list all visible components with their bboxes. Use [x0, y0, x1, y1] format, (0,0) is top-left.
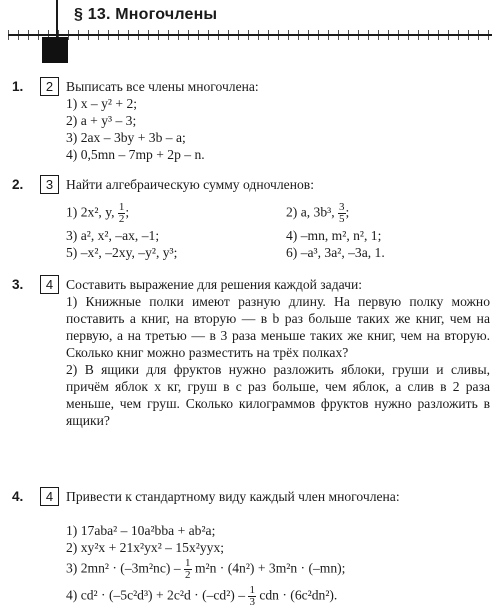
- problem-statement: Выписать все члены многочлена:: [66, 79, 259, 94]
- fraction: $\frac{3}{5}$: [339, 201, 345, 225]
- item-4: 4) –mn, m², n², 1;: [286, 228, 382, 243]
- problem-number: 1.: [12, 79, 24, 94]
- item-2: 2) a + y³ – 3;: [66, 113, 137, 128]
- item-3: 3) 2ax – 3by + 3b – a;: [66, 130, 186, 145]
- problem-4: [12, 488, 490, 610]
- item-3: 3) 2mn² · (–3m²nc) – $\frac{1}{2}$ m²n · (4n²) + 3m²n · (–mn);: [66, 557, 346, 581]
- task-1: 1) Книжные полки имеют разную длину. На первую полку можно поставить a книг, на вторую — в b раз больше таких же книг, чем на первую, а на третью — в 3 раза меньше таких же книг, чем на вторую. Сколько книг можно разместить на трёх полках?: [66, 294, 490, 360]
- item-1: 1) 2x², y, $\frac{1}{2}$ ;: [66, 201, 130, 225]
- item-1: 1) 17aba² – 10a²bba + ab²a;: [66, 523, 216, 538]
- problem-number: 2.: [12, 177, 24, 192]
- problem-1: [12, 78, 490, 162]
- section-title: § 13. Многочлены: [74, 6, 218, 23]
- item-5: 5) –x², –2xy, –y², y³;: [66, 245, 178, 260]
- item-6: 6) –a³, 3a², –3a, 1.: [286, 245, 385, 260]
- task-paragraphs: [66, 293, 490, 429]
- item-4: 4) cd² · (–5c²d³) + 2c²d · (–cd²) – $\frac{1}{3}$ cdn · (6c²dn²).: [66, 584, 338, 608]
- problem-2: [12, 176, 490, 266]
- task-2: 2) В ящики для фруктов нужно разложить яблоки, груши и сливы, причём яблок x кг, груш в c раз больше, чем яблок, а слив в 2 раза меньше, чем груш. Сколько килограммов фруктов нужно разложить в ящики?: [66, 362, 490, 428]
- problem-statement: Найти алгебраическую сумму одночленов:: [66, 177, 314, 192]
- item-2: 2) xy²x + 21x²yx² – 15x²yyx;: [66, 540, 225, 555]
- problem-3: [12, 276, 490, 466]
- header-ruler-line: [8, 34, 492, 36]
- item-4: 4) 0,5mn – 7mp + 2p – n.: [66, 147, 205, 162]
- difficulty-box: 4: [40, 487, 59, 506]
- difficulty-box: 4: [40, 275, 59, 294]
- problem-number: 3.: [12, 277, 24, 292]
- difficulty-box: 3: [40, 175, 59, 194]
- difficulty-box: 2: [40, 77, 59, 96]
- section-marker-square: [42, 37, 68, 63]
- problem-statement: Привести к стандартному виду каждый член многочлена:: [66, 489, 400, 504]
- problem-number: 4.: [12, 489, 24, 504]
- fraction: $\frac{1}{3}$: [249, 584, 255, 608]
- fraction: $\frac{1}{2}$: [185, 557, 191, 581]
- item-1: 1) x – y² + 2;: [66, 96, 138, 111]
- fraction: $\frac{1}{2}$: [118, 201, 125, 225]
- item-3: 3) a², x², –ax, –1;: [66, 228, 160, 243]
- item-2: 2) a, 3b³, $\frac{3}{5}$ ;: [286, 201, 350, 225]
- problem-statement: Составить выражение для решения каждой задачи:: [66, 277, 363, 292]
